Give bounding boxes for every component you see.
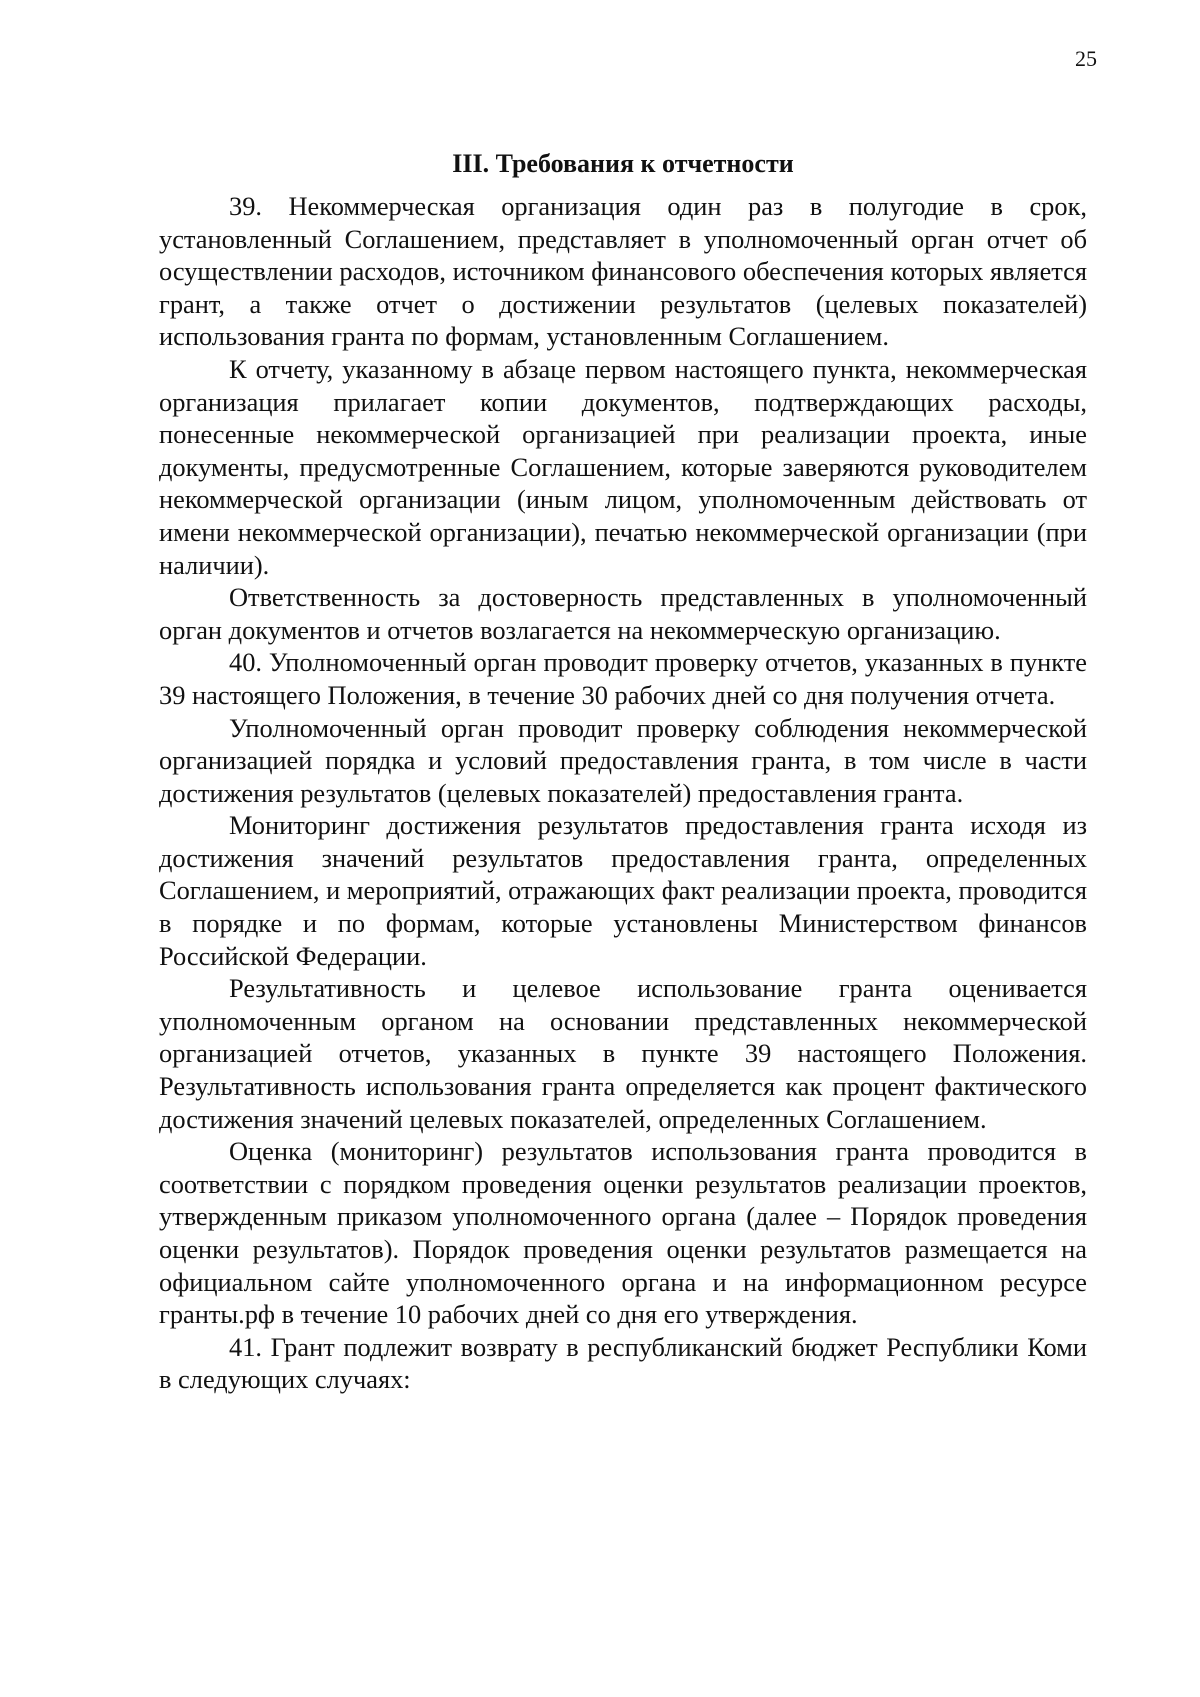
paragraph-40-evaluation: Оценка (мониторинг) результатов использования гранта проводится в соответствии с порядком проведения оценки результатов реализации проектов, утвержденным приказом уполномоченного органа (далее – Порядок проведения оценки результатов). Порядок проведения оценки результатов размещается на официальном сайте уполномоченного органа и на информационном ресурсе гранты.рф в течение 10 рабочих дней со дня его утверждения. bbox=[159, 1136, 1087, 1330]
document-body bbox=[159, 190, 1087, 1396]
paragraph-40-effectiveness: Результативность и целевое использование гранта оценивается уполномоченным органом на основании представленных некоммерческой организацией отчетов, указанных в пункте 39 настоящего Положения. Результативность использования гранта определяется как процент фактического достижения значений целевых показателей, определенных Соглашением. bbox=[159, 973, 1087, 1134]
paragraph-39-attachments: К отчету, указанному в абзаце первом настоящего пункта, некоммерческая организация прилагает копии документов, подтверждающих расходы, понесенные некоммерческой организацией при реализации проекта, иные документы, предусмотренные Соглашением, которые заверяются руководителем некоммерческой организации (иным лицом, уполномоченным действовать от имени некоммерческой организации), печатью некоммерческой организации (при наличии). bbox=[159, 353, 1087, 580]
section-title: III. Требования к отчетности bbox=[452, 149, 794, 178]
paragraph-40: 40. Уполномоченный орган проводит проверку отчетов, указанных в пункте 39 настоящего Положения, в течение 30 рабочих дней со дня получения отчета. bbox=[159, 647, 1087, 710]
paragraph-41: 41. Грант подлежит возврату в республиканский бюджет Республики Коми в следующих случаях: bbox=[159, 1331, 1087, 1395]
paragraph-39: 39. Некоммерческая организация один раз в полугодие в срок, установленный Соглашением, представляет в уполномоченный орган отчет об осуществлении расходов, источником финансового обеспечения которых является грант, а также отчет о достижении результатов (целевых показателей) использования гранта по формам, установленным Соглашением. bbox=[159, 191, 1087, 352]
page-number: 25 bbox=[1075, 46, 1097, 71]
paragraph-40-compliance-check: Уполномоченный орган проводит проверку соблюдения некоммерческой организацией порядка и условий предоставления гранта, в том числе в части достижения результатов (целевых показателей) предоставления гранта. bbox=[159, 712, 1087, 808]
paragraph-40-monitoring: Мониторинг достижения результатов предоставления гранта исходя из достижения значений результатов предоставления гранта, определенных Соглашением, и мероприятий, отражающих факт реализации проекта, проводится в порядке и по формам, которые установлены Министерством финансов Российской Федерации. bbox=[159, 810, 1087, 971]
paragraph-39-responsibility: Ответственность за достоверность представленных в уполномоченный орган документов и отчетов возлагается на некоммерческую организацию. bbox=[159, 582, 1087, 645]
